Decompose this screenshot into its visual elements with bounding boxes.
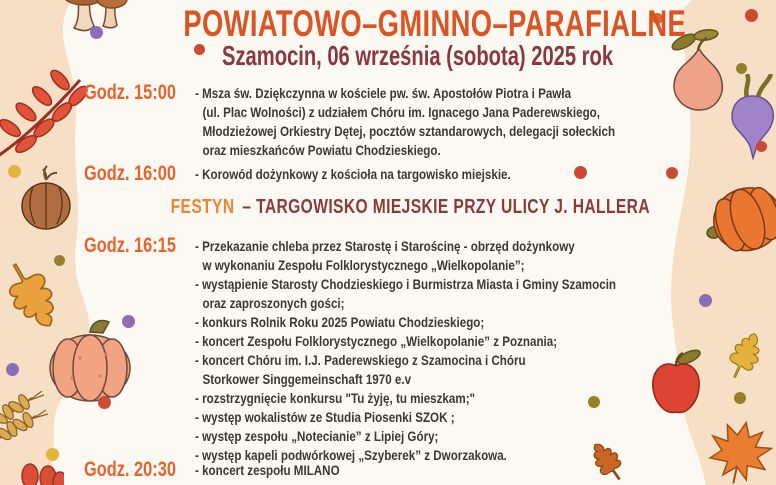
schedule-line: - rozstrzygnięcie konkursu "Tu żyję, tu mieszkam;": [195, 390, 476, 406]
schedule-line: w wykonaniu Zespołu Folklorystycznego „Wielkopolanie”;: [202, 257, 525, 273]
schedule-time-2030: Godz. 20:30: [84, 458, 176, 481]
schedule-block-1500: [195, 84, 701, 160]
schedule-time-1500: Godz. 15:00: [84, 81, 176, 104]
schedule-line: Młodzieżowej Orkiestry Dętej, pocztów sztandarowych, delegacji sołeckich: [202, 123, 616, 139]
schedule-line: - koncert Zespołu Folklorystycznego „Wielkopolanie” z Poznania;: [195, 333, 558, 349]
schedule-time-1615: Godz. 16:15: [84, 234, 176, 257]
schedule-line: - występ wokalistów ze Studia Piosenki SZOK ;: [195, 409, 455, 425]
festyn-location: – TARGOWISKO MIEJSKIE PRZY ULICY J. HALLERA: [242, 196, 650, 218]
festyn-heading-text: [171, 196, 650, 219]
event-date-text: Szamocin, 06 września (sobota) 2025 rok: [222, 40, 614, 71]
schedule-line: - wystąpienie Starosty Chodzieskiego i Burmistrza Miasta i Gminy Szamocin: [195, 276, 617, 292]
page-title: [95, 3, 695, 45]
festyn-heading: [103, 196, 703, 219]
event-date-subtitle: [118, 40, 718, 72]
schedule-line: (ul. Plac Wolności) z udziałem Chóru im. Ignacego Jana Paderewskiego,: [202, 104, 601, 120]
schedule-line: - występ kapeli podwórkowej „Szyberek” z Dworzakowa.: [195, 447, 507, 463]
schedule-line: - Korowód dożynkowy z kościoła na targowisko miejskie.: [195, 166, 511, 182]
schedule-line: - występ zespołu „Notecianie” z Lipiej Góry;: [195, 428, 439, 444]
schedule-line: - Przekazanie chleba przez Starostę i Starościnę - obrzęd dożynkowy: [195, 238, 575, 254]
schedule-line: - Msza św. Dziękczynna w kościele pw. św. Apostołów Piotra i Pawła: [195, 85, 572, 101]
schedule-block-1615: [195, 237, 702, 465]
schedule-block-2030: [195, 461, 369, 480]
schedule-line: - koncert Chóru im. I.J. Paderewskiego z Szamocina i Chóru: [195, 352, 526, 368]
schedule-line: oraz zaproszonych gości;: [202, 295, 345, 311]
schedule-line: - konkurs Rolnik Roku 2025 Powiatu Chodzieskiego;: [195, 314, 485, 330]
page-title-text: POWIATOWO–GMINNO–PARAFIALNE: [183, 3, 687, 44]
schedule-line: Storkower Singgemeinschaft 1970 e.v: [202, 371, 412, 387]
schedule-time-1600: Godz. 16:00: [84, 162, 176, 185]
schedule-line: oraz mieszkańców Powiatu Chodzieskiego.: [202, 142, 441, 158]
festyn-label: FESTYN: [170, 196, 235, 218]
schedule-line: - koncert zespołu MILANO: [195, 462, 340, 478]
schedule-block-1600: [195, 165, 575, 184]
